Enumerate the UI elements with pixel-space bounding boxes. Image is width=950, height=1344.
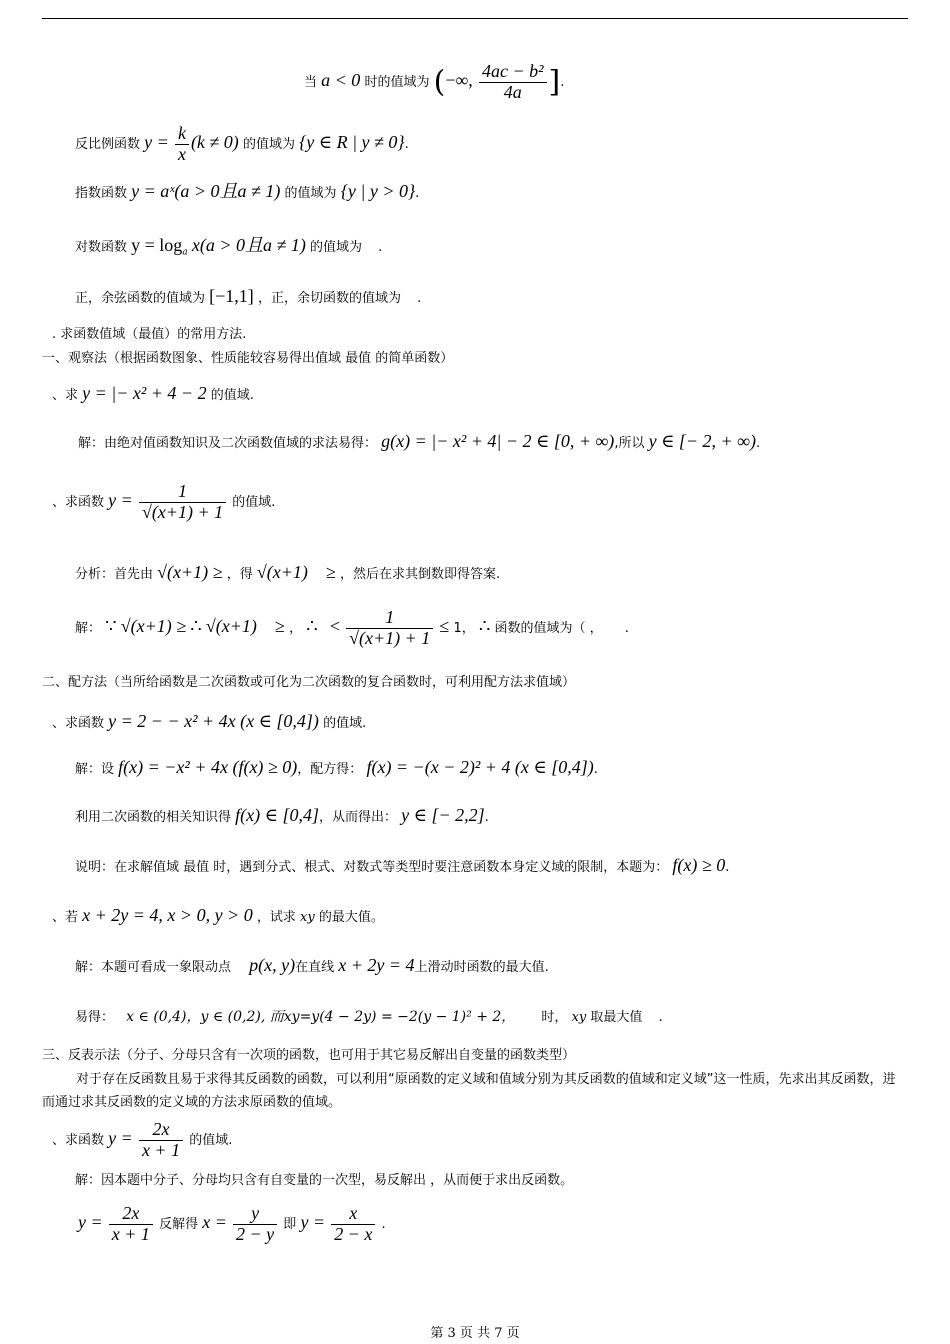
fraction	[109, 1204, 153, 1245]
subscript: a	[182, 247, 188, 258]
math: y = 2 − − x² + 4x (x ∈ [0,4])	[108, 711, 319, 731]
text: 反比例函数	[75, 136, 141, 152]
math: √(x+1)	[256, 562, 308, 582]
math: √(x+1) ≥	[120, 615, 187, 636]
section-observation: 一、观察法（根据函数图象、性质能较容易得出值域 最值 的简单函数）	[42, 351, 454, 366]
fraction	[139, 1120, 183, 1161]
math: {y ∈ R | y ≠ 0}	[299, 131, 405, 152]
numerator: 2x	[109, 1204, 153, 1225]
denominator: 4a	[503, 81, 522, 102]
period: .	[378, 240, 383, 255]
numerator: k	[175, 124, 189, 145]
numerator: 4ac − b²	[479, 62, 547, 83]
answer-5-line1: 解：因本题中分子、分母均只含有自变量的一次型，易反解出 ，从而便于求出反函数。	[75, 1173, 574, 1188]
text: 指数函数	[75, 186, 128, 201]
math: y ∈ [− 2,2]	[401, 805, 485, 825]
math: x + 2y = 4	[338, 955, 415, 975]
analysis-2	[75, 563, 500, 581]
period: .	[725, 860, 730, 875]
math: −∞,	[445, 69, 473, 90]
text: 说明：在求解值域 最值 时，遇到分式、根式、对数式等类型时要注意函数本身定义域的限制，本题为：	[75, 860, 669, 875]
text: 上滑动时函数的最大值.	[414, 960, 549, 975]
text: ，	[289, 620, 303, 636]
bracket: (	[433, 64, 446, 100]
numerator: y	[233, 1204, 277, 1225]
text: 的值域为	[242, 136, 295, 152]
text: 的最大值。	[318, 910, 384, 925]
fraction	[139, 482, 226, 523]
denominator: √(x+1) + 1	[141, 501, 224, 522]
math: ∵	[105, 615, 117, 636]
text: 分析：首先由	[75, 567, 154, 582]
text: ，正，余切函数的值域为	[257, 291, 401, 306]
text: ，配方得：	[297, 762, 363, 777]
fraction	[331, 1204, 375, 1245]
text: 、求	[52, 388, 79, 403]
text: ，得	[226, 567, 253, 582]
text: 解：本题可看成一象限动点	[75, 960, 232, 975]
math: ∴	[306, 615, 318, 636]
text: 易得：	[75, 1010, 115, 1025]
denominator: 2 − x	[334, 1223, 373, 1244]
period: .	[381, 1216, 386, 1232]
text: 利用二次函数的相关知识得	[75, 810, 232, 825]
math: (a > 0且a ≠ 1)	[199, 235, 306, 255]
math: y = aˣ	[131, 181, 175, 201]
text: 的值域.	[323, 716, 367, 731]
text: 的值域.	[189, 1132, 233, 1148]
fraction	[175, 124, 189, 165]
math: <	[329, 615, 340, 636]
denominator: √(x+1) + 1	[349, 627, 431, 648]
text: 1	[453, 620, 462, 636]
text: 的值域为	[284, 186, 337, 201]
denominator: x + 1	[111, 1223, 150, 1244]
answer-3-line2	[75, 806, 489, 824]
bracket: ]	[548, 64, 561, 100]
text: ，试求	[256, 910, 296, 925]
text: 时的值域为	[364, 74, 430, 90]
math: y =	[108, 1127, 133, 1148]
text: 当	[304, 74, 318, 90]
numerator: x	[331, 1204, 375, 1225]
text: 时，	[541, 1010, 568, 1025]
text: 取最大值	[590, 1010, 643, 1025]
answer-5-line2	[78, 1204, 386, 1245]
math: ∴	[478, 615, 491, 636]
math: f(x) ≥ 0	[672, 855, 726, 875]
solution-2	[75, 608, 629, 649]
text: 对数函数	[75, 240, 128, 255]
math: f(x) = −x² + 4x (f(x) ≥ 0)	[118, 757, 298, 777]
range-trig	[75, 287, 421, 305]
math: y ∈ [− 2, + ∞)	[648, 431, 757, 451]
math: p(x, y)	[249, 955, 296, 975]
fraction	[479, 62, 547, 103]
math: ≥	[326, 562, 336, 582]
period: .	[415, 186, 420, 201]
text: 在直线	[295, 960, 335, 975]
numerator: 1	[139, 482, 226, 503]
fraction	[346, 608, 433, 649]
period: .	[484, 810, 489, 825]
text: 的值域.	[210, 388, 254, 403]
math: √(x+1)	[205, 615, 257, 636]
text: 即	[283, 1216, 297, 1232]
denominator: x	[177, 143, 186, 164]
math: x =	[202, 1211, 227, 1232]
answer-1	[78, 432, 760, 450]
math: (k ≠ 0)	[190, 131, 239, 152]
math: (a > 0且a ≠ 1)	[174, 181, 281, 201]
period: .	[417, 291, 422, 306]
text: ，	[461, 620, 475, 636]
math: x ∈ (0,4)，y ∈ (0,2), 而xy=y(4 − 2y) = −2(y − 1)² + 2，	[126, 1009, 516, 1025]
math: ≥	[275, 615, 285, 636]
text: 、求函数	[52, 1132, 105, 1148]
math: y =	[78, 1211, 103, 1232]
answer-4-line1	[75, 956, 549, 974]
math: y =	[144, 131, 169, 152]
text: ，然后在求其倒数即得答案.	[340, 567, 501, 582]
answer-4-line2	[75, 1010, 663, 1024]
section-inverse: 三、反表示法（分子、分母只含有一次项的函数，也可用于其它易反解出自变量的函数类型）	[42, 1048, 576, 1063]
text: 解：	[75, 620, 102, 636]
text: 的值域为	[309, 240, 362, 255]
text: 的值域.	[232, 494, 276, 510]
text: 、求函数	[52, 716, 105, 731]
period: .	[624, 620, 629, 636]
page-footer: 第 3 页 共 7 页	[430, 1326, 520, 1341]
range-exponential	[75, 182, 419, 200]
fraction	[233, 1204, 277, 1245]
period: .	[404, 136, 409, 152]
math: xy	[300, 910, 315, 925]
period: .	[756, 436, 761, 451]
period: .	[593, 762, 598, 777]
question-3	[52, 712, 366, 730]
text: 解：由绝对值函数知识及二次函数值域的求法易得：	[78, 436, 378, 451]
text: 、求函数	[52, 494, 105, 510]
math: f(x) ∈ [0,4]	[235, 805, 319, 825]
math: x + 2y = 4, x > 0, y > 0	[82, 905, 253, 925]
math: x	[191, 235, 200, 255]
denominator: 2 − y	[236, 1223, 275, 1244]
math: y =	[108, 489, 133, 510]
math: y = log	[131, 235, 183, 255]
math: xy	[571, 1010, 587, 1025]
math: g(x) = |− x² + 4| − 2 ∈ [0, + ∞)	[381, 431, 615, 451]
math: {y | y > 0}	[340, 181, 416, 201]
math: √(x+1) ≥	[157, 562, 223, 582]
denominator: x + 1	[141, 1139, 181, 1160]
paragraph-inverse-method: 对于存在反函数且易于求得其反函数的函数，可以利用“原函数的定义域和值域分别为其反函数的值域和定义域”这一性质，先求出其反函数，进而通过求其反函数的定义域的方法求原函数的值域。	[42, 1072, 896, 1110]
range-quadratic-negative	[304, 62, 564, 103]
numerator: 1	[346, 608, 433, 629]
text: 、若	[52, 910, 79, 925]
period: .	[560, 74, 565, 90]
answer-3-note	[75, 856, 729, 874]
text: ，从而得出：	[318, 810, 397, 825]
period: .	[658, 1010, 663, 1025]
math: y =	[300, 1211, 326, 1232]
numerator: 2x	[139, 1120, 183, 1141]
section-methods-title: . 求函数值域（最值）的常用方法.	[52, 327, 247, 342]
math: y = |− x² + 4 − 2	[82, 383, 207, 403]
text: 解：设	[75, 762, 115, 777]
text: 正，余弦函数的值域为	[75, 291, 206, 306]
text: ,所以	[614, 436, 645, 451]
header-rule	[42, 18, 908, 19]
question-1	[52, 384, 254, 402]
math: a < 0	[321, 69, 361, 90]
range-logarithm	[75, 236, 382, 258]
math: ≤	[439, 615, 450, 636]
question-4	[52, 906, 384, 924]
question-5	[52, 1120, 232, 1161]
question-2	[52, 482, 275, 523]
math: [−1,1]	[209, 286, 254, 306]
text: 反解得	[159, 1216, 199, 1232]
section-completing-square: 二、配方法（当所给函数是二次函数或可化为二次函数的复合函数时，可利用配方法求值域）	[42, 675, 576, 690]
answer-3-line1	[75, 758, 598, 776]
math: ∴	[190, 615, 202, 636]
math: f(x) = −(x − 2)² + 4 (x ∈ [0,4])	[366, 757, 594, 777]
range-inverse-proportional	[75, 124, 409, 165]
text: 函数的值域为（ ，	[494, 620, 603, 636]
